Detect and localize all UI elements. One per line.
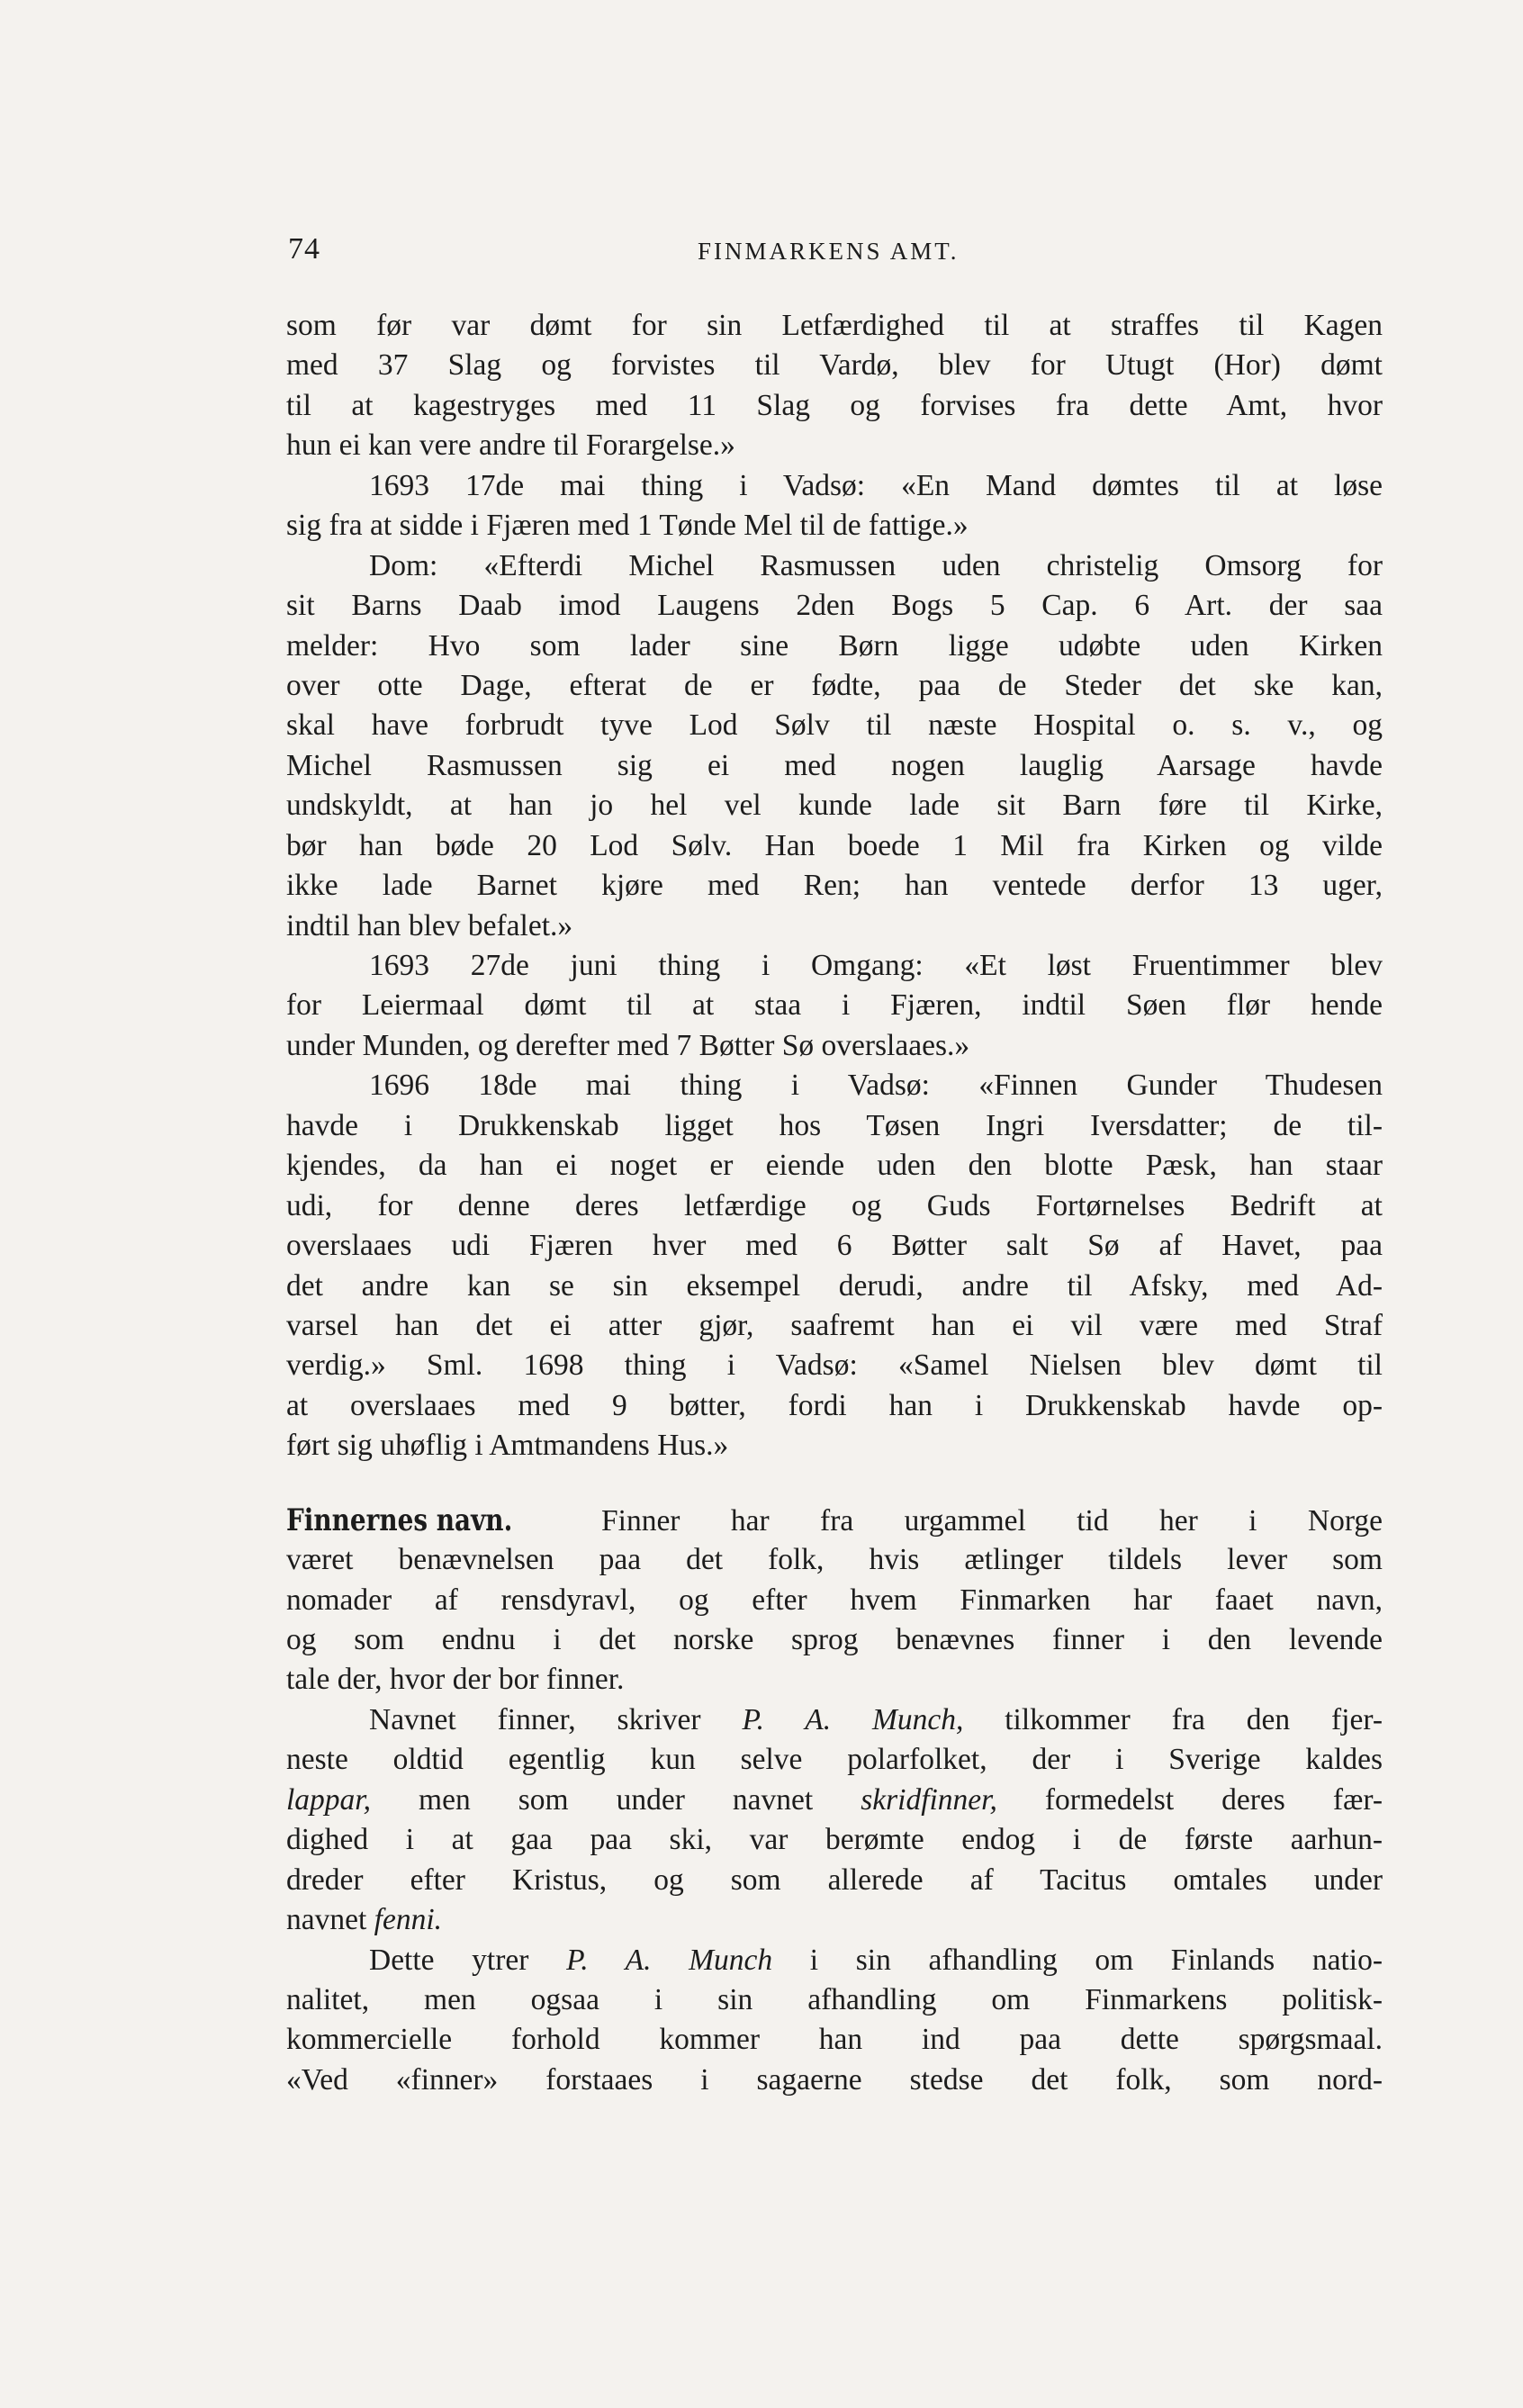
text-line: havde i Drukkenskab ligget hos Tøsen Ingri Iversdatter; de til- xyxy=(286,1108,1383,1142)
text-line: dighed i at gaa paa ski, var berømte endog i de første aarhun- xyxy=(286,1823,1383,1857)
text-line: udi, for denne deres letfærdige og Guds Fortørnelses Bedrift at xyxy=(286,1188,1383,1222)
running-head: FINMARKENS AMT. xyxy=(698,238,960,265)
text-line: ikke lade Barnet kjøre med Ren; han ventede derfor 13 uger, xyxy=(286,869,1383,903)
text-line: 1696 18de mai thing i Vadsø: «Finnen Gunder Thudesen xyxy=(369,1069,1383,1103)
text-line: 1693 27de juni thing i Omgang: «Et løst Fruentimmer blev xyxy=(369,949,1383,982)
text-line: neste oldtid egentlig kun selve polarfolket, der i Sverige kaldes xyxy=(286,1743,1383,1777)
text-line: og som endnu i det norske sprog benævnes finner i den levende xyxy=(286,1623,1383,1656)
page-number: 74 xyxy=(288,232,320,266)
text-line: navnet fenni. xyxy=(286,1903,443,1937)
text-line: Dette ytrer P. A. Munch i sin afhandling om Finlands natio- xyxy=(369,1943,1383,1977)
text-line: kjendes, da han ei noget er eiende uden den blotte Pæsk, han staar xyxy=(286,1149,1383,1183)
section-heading: Finnernes navn. xyxy=(286,1502,513,1538)
text-line: til at kagestryges med 11 Slag og forvises fra dette Amt, hvor xyxy=(286,388,1383,422)
text-line: som før var dømt for sin Letfærdighed til at straffes til Kagen xyxy=(286,309,1383,342)
section-first-line: Finnernes navn. Finner har fra urgammel tid her i Norge xyxy=(286,1501,1383,1540)
text-line: Michel Rasmussen sig ei med nogen lauglig Aarsage havde xyxy=(286,748,1383,782)
text-line: melder: Hvo som lader sine Børn ligge udøbte uden Kirken xyxy=(286,628,1383,663)
text-line: med 37 Slag og forvistes til Vardø, blev for Utugt (Hor) dømt xyxy=(286,348,1383,383)
text-line: tale der, hvor der bor finner. xyxy=(286,1663,625,1697)
text-line: varsel han det ei atter gjør, saafremt han ei vil være med Straf xyxy=(286,1308,1383,1342)
text-line: lappar, men som under navnet skridfinner, formedelst deres fær- xyxy=(286,1782,1383,1817)
text-line: under Munden, og derefter med 7 Bøtter Sø overslaaes.» xyxy=(286,1028,970,1062)
text-line: nalitet, men ogsaa i sin afhandling om Finmarkens politisk- xyxy=(286,1982,1383,2016)
text-line: skal have forbrudt tyve Lod Sølv til næste Hospital o. s. v., og xyxy=(286,708,1383,743)
text-line: Dom: «Efterdi Michel Rasmussen uden christelig Omsorg for xyxy=(369,548,1383,582)
text-line: været benævnelsen paa det folk, hvis ætlinger tildels lever som xyxy=(286,1543,1383,1577)
text-line: verdig.» Sml. 1698 thing i Vadsø: «Samel Nielsen blev dømt til xyxy=(286,1348,1383,1383)
text-line: sit Barns Daab imod Laugens 2den Bogs 5 Cap. 6 Art. der saa xyxy=(286,589,1383,623)
text-line: undskyldt, at han jo hel vel kunde lade sit Barn føre til Kirke, xyxy=(286,789,1383,823)
text-line: indtil han blev befalet.» xyxy=(286,908,573,942)
text-line: over otte Dage, efterat de er fødte, paa de Steder det ske kan, xyxy=(286,668,1383,702)
text-line: 1693 17de mai thing i Vadsø: «En Mand dømtes til at løse xyxy=(369,468,1383,502)
text-line: ført sig uhøflig i Amtmandens Hus.» xyxy=(286,1429,729,1463)
text-line: dreder efter Kristus, og som allerede af Tacitus omtales under xyxy=(286,1862,1383,1897)
text-line: overslaaes udi Fjæren hver med 6 Bøtter salt Sø af Havet, paa xyxy=(286,1229,1383,1263)
text-line: for Leiermaal dømt til at staa i Fjæren, indtil Søen flør hende xyxy=(286,988,1383,1023)
text-line: hun ei kan vere andre til Forargelse.» xyxy=(286,428,735,463)
text-line: at overslaaes med 9 bøtter, fordi han i Drukkenskab havde op- xyxy=(286,1388,1383,1422)
text-line: bør han bøde 20 Lod Sølv. Han boede 1 Mil fra Kirken og vilde xyxy=(286,828,1383,862)
body-text xyxy=(286,306,1383,2100)
text-line: sig fra at sidde i Fjæren med 1 Tønde Mel til de fattige.» xyxy=(286,509,969,543)
text-line: Navnet finner, skriver P. A. Munch, tilkommer fra den fjer- xyxy=(369,1702,1383,1736)
text-line: nomader af rensdyravl, og efter hvem Finmarken har faaet navn, xyxy=(286,1583,1383,1617)
page-header xyxy=(288,232,1386,277)
text-line: det andre kan se sin eksempel derudi, andre til Afsky, med Ad- xyxy=(286,1268,1383,1303)
text-line: kommercielle forhold kommer han ind paa dette spørgsmaal. xyxy=(286,2023,1383,2057)
text-line: «Ved «finner» forstaaes i sagaerne stedse det folk, som nord- xyxy=(286,2062,1383,2097)
